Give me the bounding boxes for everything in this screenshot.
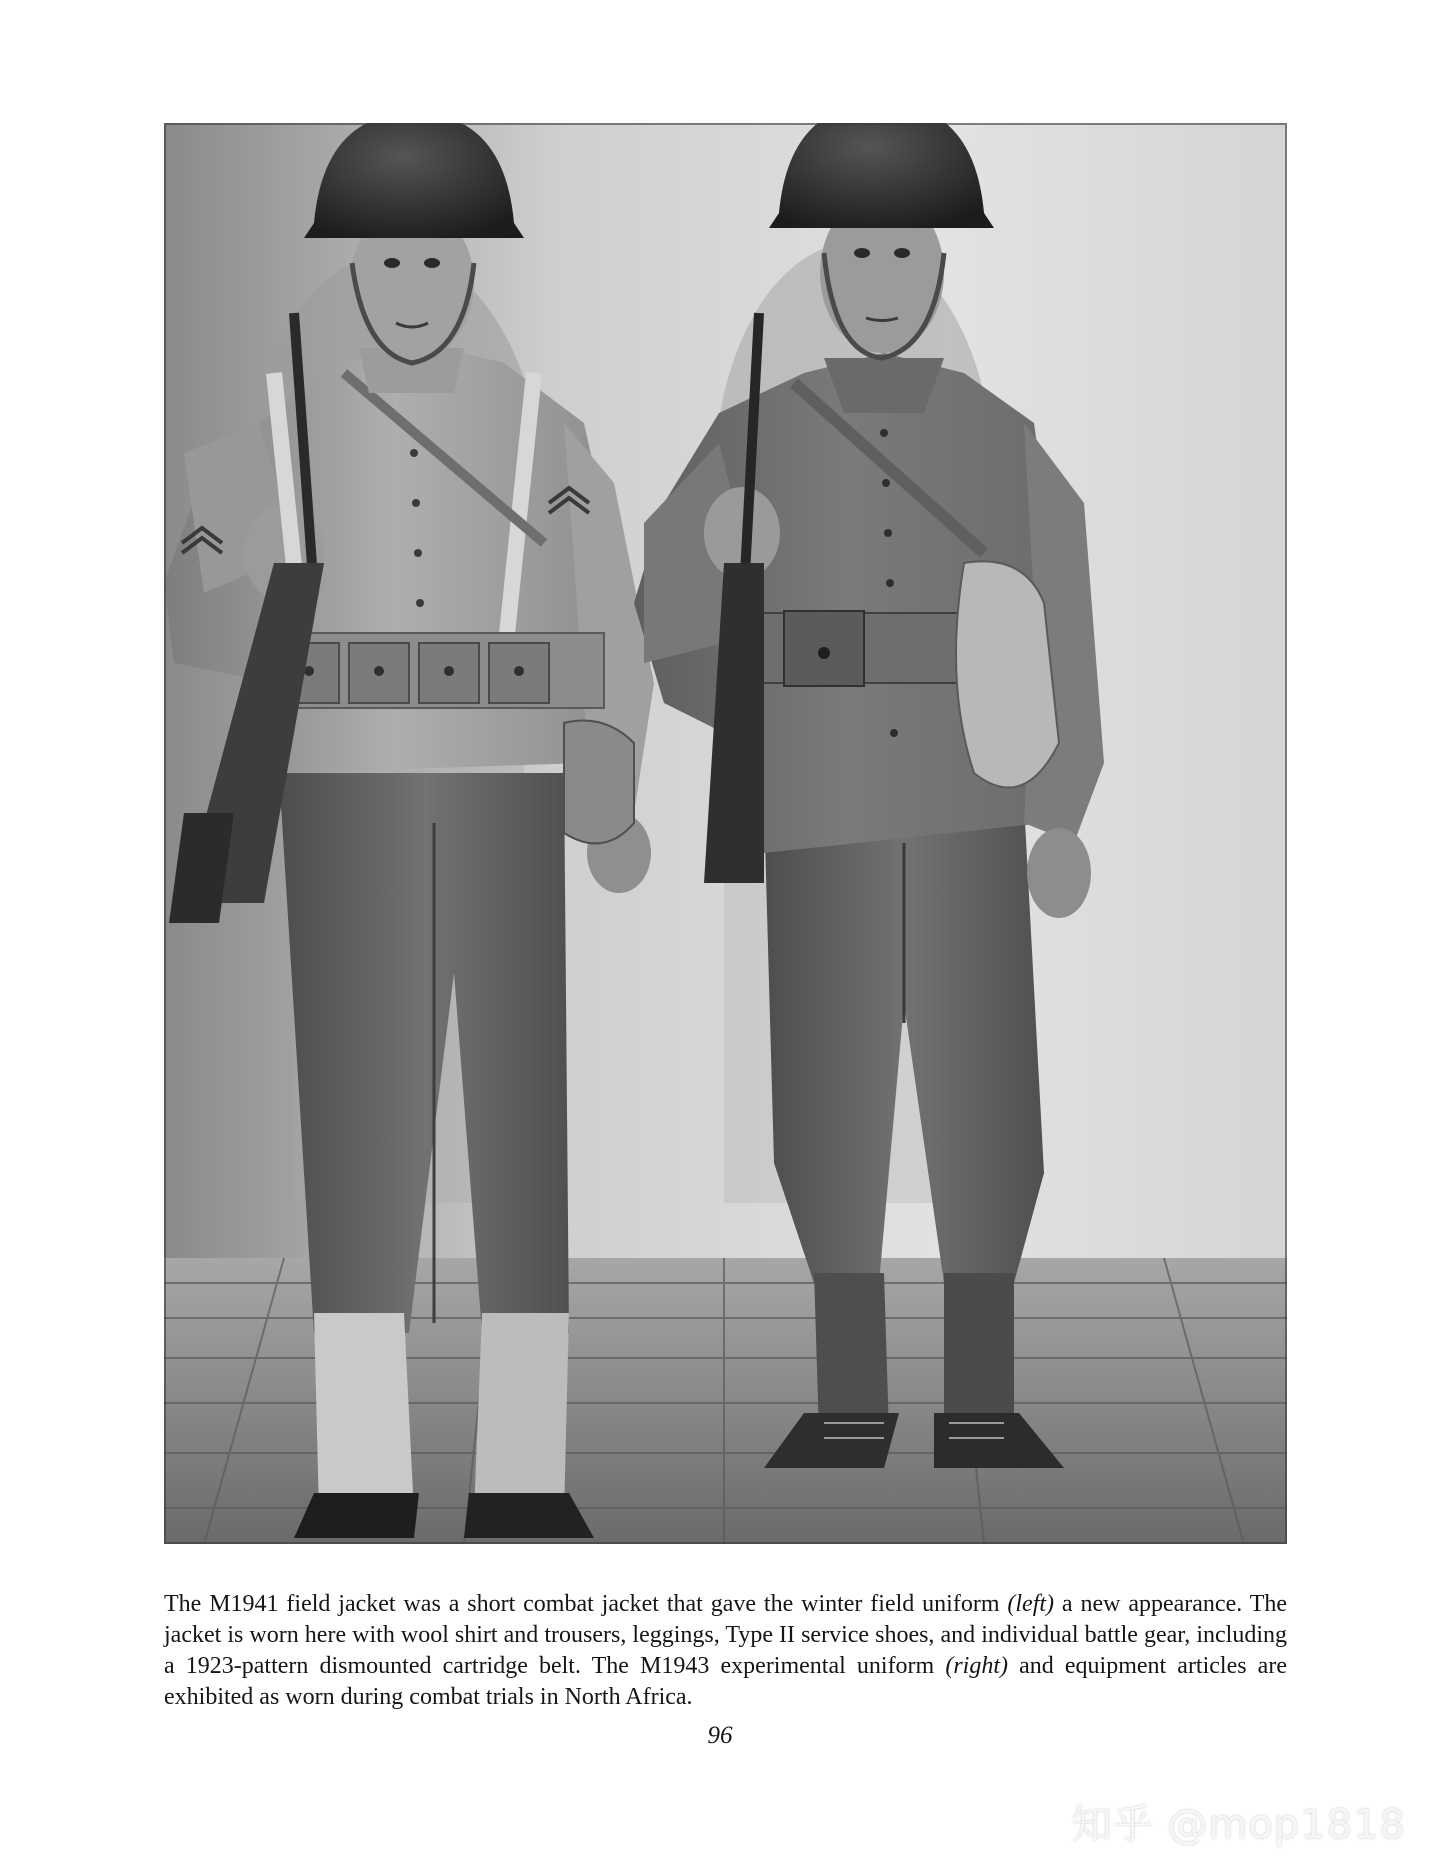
photo-illustration [164, 123, 1287, 1544]
caption-text-2: a new appearance. The jacket is worn here with wool shirt and trousers, leggings, Type II service shoes, and individual battle gear, including a 1923-pattern dismounted cartridge belt. The M1943 experimental uniform [164, 1591, 1288, 1679]
caption-text-3: and equipment articles are exhibited as worn during combat trials in North Africa. [164, 1653, 1287, 1710]
page-number: 96 [707, 1722, 733, 1749]
photo-caption [164, 1589, 1287, 1713]
caption-text-1: The M1941 field jacket was a short combat jacket that gave the winter field uniform [164, 1591, 1008, 1617]
black-and-white-photograph [164, 123, 1287, 1544]
watermark: 知乎 @mop1818 [1071, 1802, 1406, 1848]
caption-left-label: (left) [1007, 1591, 1055, 1617]
caption-right-label: (right) [945, 1653, 1008, 1679]
